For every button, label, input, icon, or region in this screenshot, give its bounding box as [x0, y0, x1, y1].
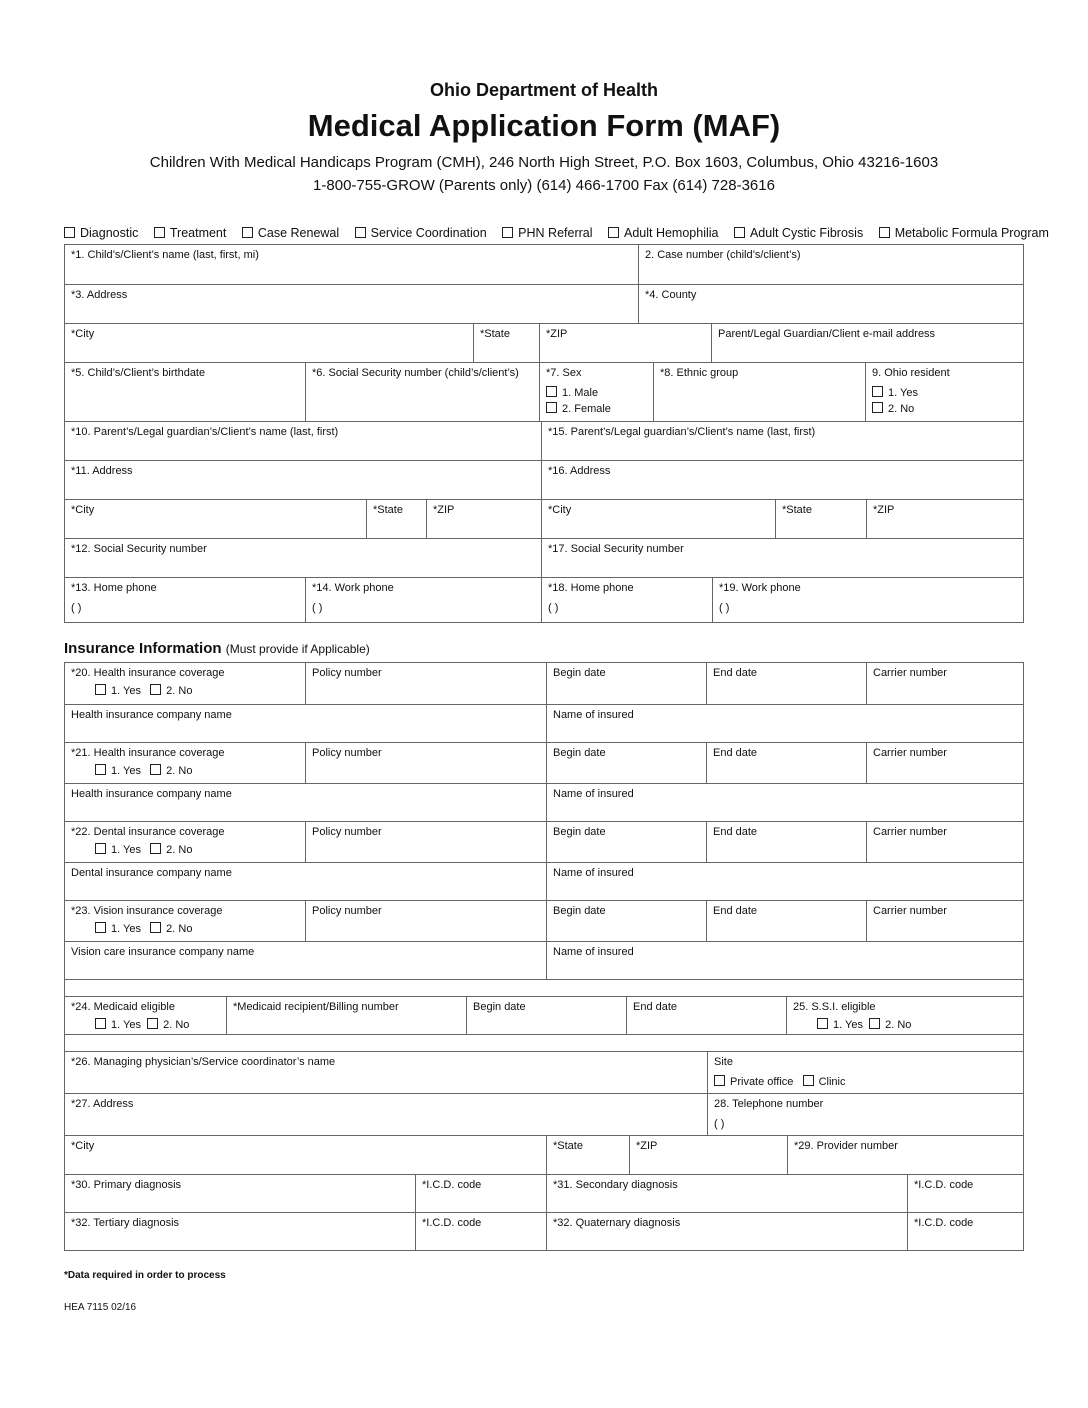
zip-field[interactable]: *ZIP [539, 324, 711, 362]
policy-number-field[interactable]: Policy number [305, 901, 546, 941]
physician-phone-field[interactable]: 28. Telephone number ( ) [707, 1094, 1023, 1135]
insurance-company-field[interactable]: Dental insurance company name [71, 867, 232, 879]
department-name: Ohio Department of Health [429, 80, 658, 100]
checkbox[interactable] [95, 684, 106, 695]
begin-date-field[interactable]: Begin date [546, 663, 706, 704]
icd-code-field[interactable]: *I.C.D. code [907, 1213, 1023, 1250]
form-number: HEA 7115 02/16 [64, 1302, 137, 1313]
quaternary-diagnosis-field[interactable]: *32. Quaternary diagnosis [546, 1213, 907, 1250]
checkbox[interactable] [872, 402, 883, 413]
health-coverage-2: *21. Health insurance coverage 1. Yes 2. No [71, 747, 225, 777]
checkbox[interactable] [64, 227, 75, 238]
checkbox[interactable] [714, 1075, 725, 1086]
checkbox[interactable] [355, 227, 366, 238]
guardian1-work-phone-field[interactable]: *14. Work phone ( ) [305, 578, 541, 622]
yes-option[interactable]: 1. Yes [95, 844, 141, 856]
checkbox[interactable] [95, 922, 106, 933]
guardian1-zip-field[interactable]: *ZIP [426, 500, 541, 538]
program-checkboxes [64, 226, 1049, 240]
medicaid-billing-field[interactable]: *Medicaid recipient/Billing number [226, 997, 466, 1034]
city-field[interactable]: *City [71, 328, 95, 340]
email-field[interactable]: Parent/Legal Guardian/Client e-mail address [711, 324, 1023, 362]
yes-option[interactable]: 1. Yes [817, 1019, 863, 1031]
program-service-coordination[interactable]: Service Coordination [355, 226, 487, 240]
yes-option[interactable]: 1. Yes [95, 923, 141, 935]
program-adult-cystic-fibrosis[interactable]: Adult Cystic Fibrosis [734, 226, 863, 240]
sex-male-option[interactable]: 1. Male [546, 386, 647, 400]
required-note: *Data required in order to process [64, 1270, 226, 1281]
clinic-option[interactable]: Clinic [803, 1076, 846, 1088]
begin-date-field[interactable]: Begin date [546, 901, 706, 941]
guardian2-home-phone-field[interactable]: *18. Home phone ( ) [541, 578, 712, 622]
physician-name-field[interactable]: *26. Managing physician’s/Service coordinator’s name [71, 1056, 336, 1068]
checkbox[interactable] [608, 227, 619, 238]
health-coverage-1: *20. Health insurance coverage 1. Yes 2. No [71, 667, 225, 697]
program-case-renewal[interactable]: Case Renewal [242, 226, 339, 240]
checkbox[interactable] [817, 1018, 828, 1029]
end-date-field[interactable]: End date [706, 901, 866, 941]
insured-name-field[interactable]: Name of insured [546, 863, 1023, 900]
program-diagnostic[interactable]: Diagnostic [64, 226, 138, 240]
physician-zip-field[interactable]: *ZIP [629, 1136, 787, 1174]
physician-address-field[interactable]: *27. Address [71, 1098, 134, 1110]
checkbox[interactable] [546, 402, 557, 413]
insured-name-field[interactable]: Name of insured [546, 705, 1023, 742]
provider-number-field[interactable]: *29. Provider number [787, 1136, 1023, 1174]
resident-no-option[interactable]: 2. No [872, 402, 1017, 416]
no-option[interactable]: 2. No [150, 844, 192, 856]
guardian2-address-field[interactable]: *16. Address [541, 461, 1023, 499]
end-date-field[interactable]: End date [626, 997, 786, 1034]
sex-female-option[interactable]: 2. Female [546, 402, 647, 416]
checkbox[interactable] [147, 1018, 158, 1029]
sex-field: *7. Sex 1. Male 2. Female [539, 363, 653, 421]
ssi-eligible-field: 25. S.S.I. eligible 1. Yes 2. No [786, 997, 1023, 1034]
medicaid-eligible-field: *24. Medicaid eligible 1. Yes 2. No [71, 1001, 190, 1031]
form-title: Medical Application Form (MAF) [307, 108, 781, 143]
end-date-field[interactable]: End date [706, 743, 866, 783]
physician-state-field[interactable]: *State [546, 1136, 629, 1174]
carrier-number-field[interactable]: Carrier number [866, 663, 1023, 704]
checkbox[interactable] [95, 1018, 106, 1029]
physician-city-field[interactable]: *City [71, 1140, 95, 1152]
checkbox[interactable] [502, 227, 513, 238]
checkbox[interactable] [95, 764, 106, 775]
insurance-company-field[interactable]: Health insurance company name [71, 788, 232, 800]
insurance-company-field[interactable]: Vision care insurance company name [71, 946, 255, 958]
policy-number-field[interactable]: Policy number [305, 663, 546, 704]
guardian1-home-phone-field[interactable]: *13. Home phone ( ) [71, 582, 157, 614]
checkbox[interactable] [150, 843, 161, 854]
insured-name-field[interactable]: Name of insured [546, 784, 1023, 821]
secondary-diagnosis-field[interactable]: *31. Secondary diagnosis [546, 1175, 907, 1212]
insured-name-field[interactable]: Name of insured [546, 942, 1023, 979]
checkbox[interactable] [879, 227, 890, 238]
no-option[interactable]: 2. No [150, 765, 192, 777]
carrier-number-field[interactable]: Carrier number [866, 822, 1023, 862]
program-adult-hemophilia[interactable]: Adult Hemophilia [608, 226, 719, 240]
case-number-field[interactable]: 2. Case number (child’s/client’s) [638, 245, 1023, 284]
guardian1-city-field[interactable]: *City [71, 504, 95, 516]
guardian2-zip-field[interactable]: *ZIP [866, 500, 1023, 538]
ssn-field[interactable]: *6. Social Security number (child’s/client’s) [305, 363, 539, 421]
birthdate-field[interactable]: *5. Child’s/Client’s birthdate [71, 367, 206, 379]
no-option[interactable]: 2. No [150, 923, 192, 935]
county-field[interactable]: *4. County [638, 285, 1023, 323]
program-phn-referral[interactable]: PHN Referral [502, 226, 592, 240]
program-phones: 1-800-755-GROW (Parents only) (614) 466-1700 Fax (614) 728-3616 [313, 177, 775, 194]
guardian1-ssn-field[interactable]: *12. Social Security number [71, 543, 207, 555]
program-address: Children With Medical Handicaps Program (CMH), 246 North High Street, P.O. Box 1603, Columbus, Ohio 43216-1603 [149, 154, 939, 171]
ethnic-group-field[interactable]: *8. Ethnic group [653, 363, 865, 421]
private-office-option[interactable]: Private office [714, 1076, 793, 1088]
no-option[interactable]: 2. No [147, 1019, 189, 1031]
insurance-grid [64, 662, 1024, 1251]
checkbox[interactable] [546, 386, 557, 397]
carrier-number-field[interactable]: Carrier number [866, 743, 1023, 783]
no-option[interactable]: 2. No [869, 1019, 911, 1031]
guardian2-state-field[interactable]: *State [775, 500, 866, 538]
tertiary-diagnosis-field[interactable]: *32. Tertiary diagnosis [71, 1217, 180, 1229]
guardian2-city-field[interactable]: *City [541, 500, 775, 538]
policy-number-field[interactable]: Policy number [305, 743, 546, 783]
icd-code-field[interactable]: *I.C.D. code [907, 1175, 1023, 1212]
guardian1-address-field[interactable]: *11. Address [71, 465, 133, 477]
begin-date-field[interactable]: Begin date [546, 743, 706, 783]
end-date-field[interactable]: End date [706, 663, 866, 704]
insurance-company-field[interactable]: Health insurance company name [71, 709, 232, 721]
guardian1-state-field[interactable]: *State [366, 500, 426, 538]
resident-yes-option[interactable]: 1. Yes [872, 386, 1017, 400]
policy-number-field[interactable]: Policy number [305, 822, 546, 862]
state-field[interactable]: *State [473, 324, 539, 362]
guardian2-ssn-field[interactable]: *17. Social Security number [541, 539, 1023, 577]
checkbox[interactable] [803, 1075, 814, 1086]
client-info-grid [64, 244, 1024, 623]
begin-date-field[interactable]: Begin date [466, 997, 626, 1034]
checkbox[interactable] [95, 843, 106, 854]
vision-coverage: *23. Vision insurance coverage 1. Yes 2. No [71, 905, 223, 935]
yes-option[interactable]: 1. Yes [95, 1019, 141, 1031]
yes-option[interactable]: 1. Yes [95, 765, 141, 777]
no-option[interactable]: 2. No [150, 685, 192, 697]
address-field[interactable]: *3. Address [71, 289, 128, 301]
yes-option[interactable]: 1. Yes [95, 685, 141, 697]
site-field: Site Private office Clinic [707, 1052, 1023, 1093]
dental-coverage: *22. Dental insurance coverage 1. Yes 2. No [71, 826, 225, 856]
checkbox[interactable] [150, 684, 161, 695]
icd-code-field[interactable]: *I.C.D. code [415, 1213, 546, 1250]
program-metabolic-formula[interactable]: Metabolic Formula Program [879, 226, 1049, 240]
checkbox[interactable] [734, 227, 745, 238]
checkbox[interactable] [154, 227, 165, 238]
guardian1-name-field[interactable]: *10. Parent’s/Legal guardian’s/Client’s name (last, first) [71, 426, 339, 438]
ohio-resident-field: 9. Ohio resident 1. Yes 2. No [865, 363, 1023, 421]
checkbox[interactable] [150, 922, 161, 933]
carrier-number-field[interactable]: Carrier number [866, 901, 1023, 941]
program-treatment[interactable]: Treatment [154, 226, 227, 240]
checkbox[interactable] [242, 227, 253, 238]
checkbox[interactable] [869, 1018, 880, 1029]
guardian2-name-field[interactable]: *15. Parent’s/Legal guardian’s/Client’s name (last, first) [541, 422, 1023, 460]
checkbox[interactable] [872, 386, 883, 397]
insurance-section-title: Insurance Information (Must provide if Applicable) [64, 640, 370, 657]
icd-code-field[interactable]: *I.C.D. code [415, 1175, 546, 1212]
guardian2-work-phone-field[interactable]: *19. Work phone ( ) [712, 578, 1023, 622]
child-name-field[interactable]: *1. Child’s/Client’s name (last, first, mi) [71, 249, 259, 261]
begin-date-field[interactable]: Begin date [546, 822, 706, 862]
checkbox[interactable] [150, 764, 161, 775]
primary-diagnosis-field[interactable]: *30. Primary diagnosis [71, 1179, 182, 1191]
end-date-field[interactable]: End date [706, 822, 866, 862]
